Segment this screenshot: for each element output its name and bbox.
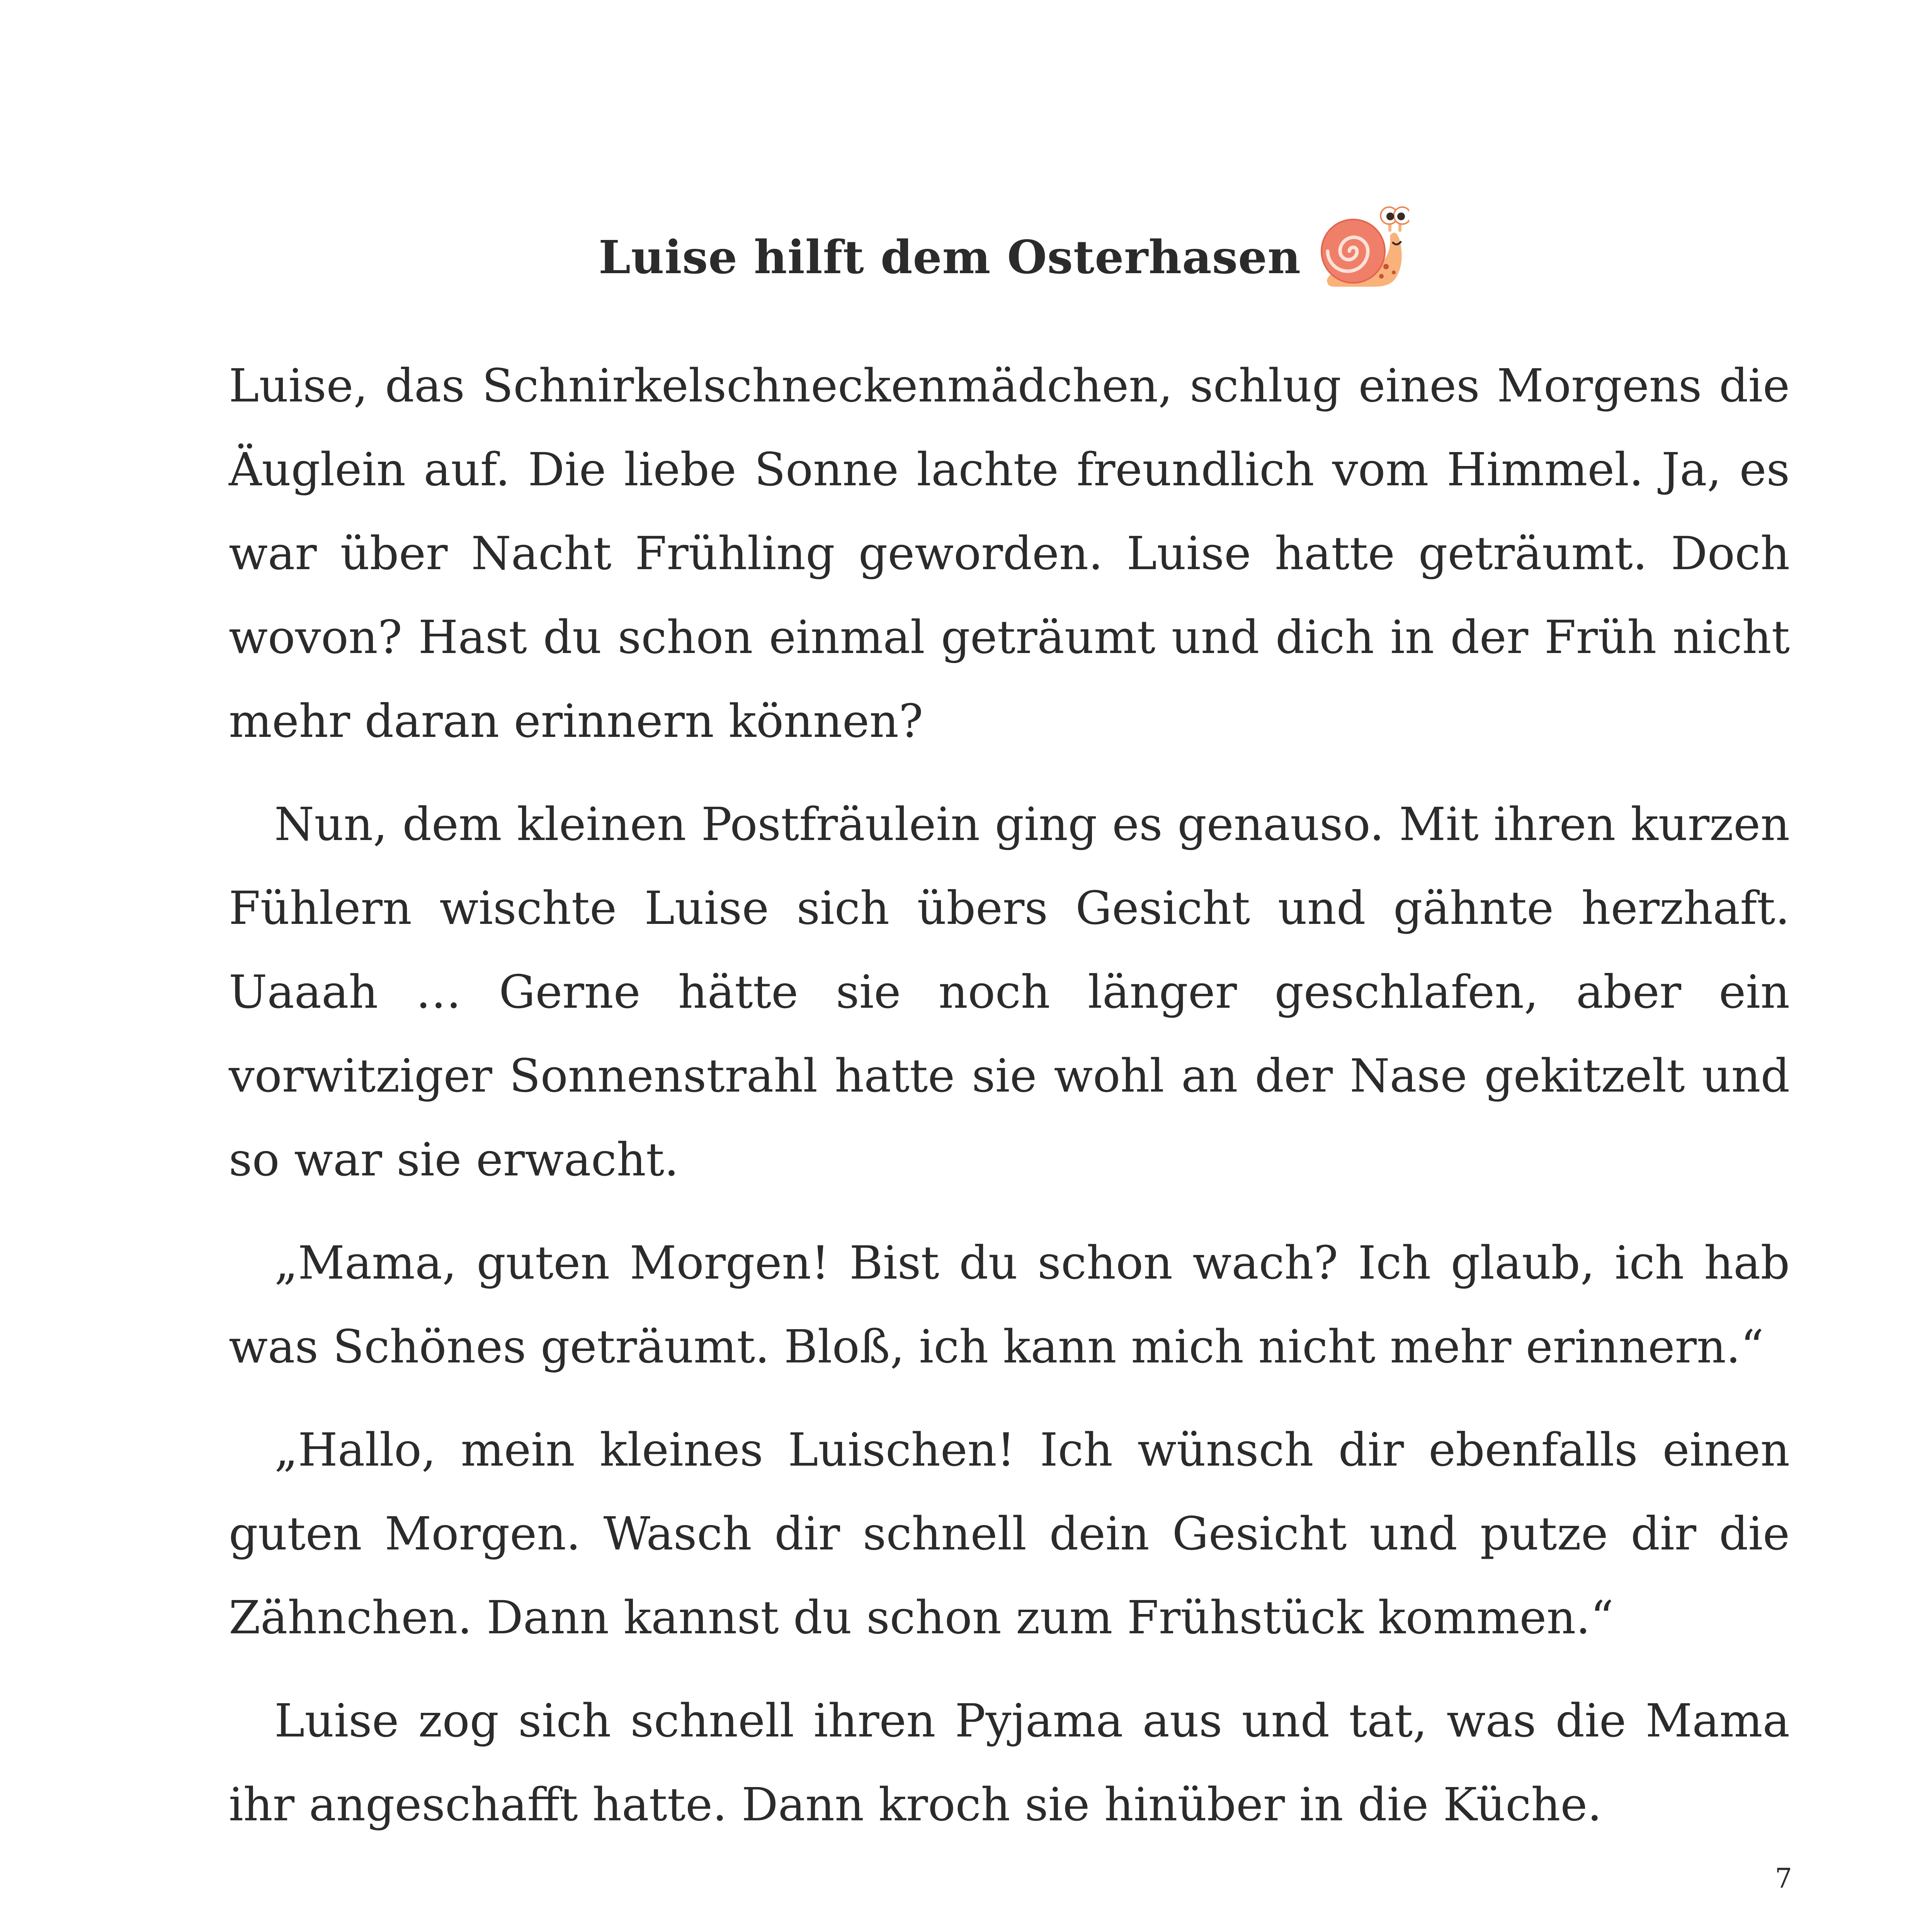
paragraph: Luise, das Schnirkelschneckenmädchen, schlug eines Morgens die Äuglein auf. Die liebe Sonne lachte freundlich vom Himmel. Ja, es war über Nacht Frühling geworden. Luise hatte geträumt. Doch wovon? Hast du schon einmal geträumt und dich in der Früh nicht mehr daran erinnern können? xyxy=(229,359,1790,748)
story-text xyxy=(229,344,1790,1866)
title-row xyxy=(0,220,1932,294)
paragraph: Luise zog sich schnell ihren Pyjama aus und tat, was die Mama ihr angeschafft hatte. Dann kroch sie hinüber in die Küche. xyxy=(229,1694,1790,1831)
snail-icon xyxy=(1313,205,1409,294)
page-title: Luise hilft dem Osterhasen xyxy=(598,230,1301,284)
page-number: 7 xyxy=(1775,1862,1792,1894)
paragraph: „Mama, guten Morgen! Bist du schon wach? Ich glaub, ich hab was Schönes geträumt. Bloß, ich kann mich nicht mehr erinnern.“ xyxy=(229,1236,1790,1373)
paragraph: Nun, dem kleinen Postfräulein ging es genauso. Mit ihren kurzen Fühlern wischte Luise sich übers Gesicht und gähnte herzhaft. Uaaah … Gerne hätte sie noch länger geschlafen, aber ein vorwitziger Sonnenstrahl hatte sie wohl an der Nase gekitzelt und so war sie erwacht. xyxy=(229,798,1790,1186)
paragraph: „Hallo, mein kleines Luischen! Ich wünsch dir ebenfalls einen guten Morgen. Wasch dir schnell dein Gesicht und putze dir die Zähnchen. Dann kannst du schon zum Frühstück kommen.“ xyxy=(229,1423,1790,1644)
